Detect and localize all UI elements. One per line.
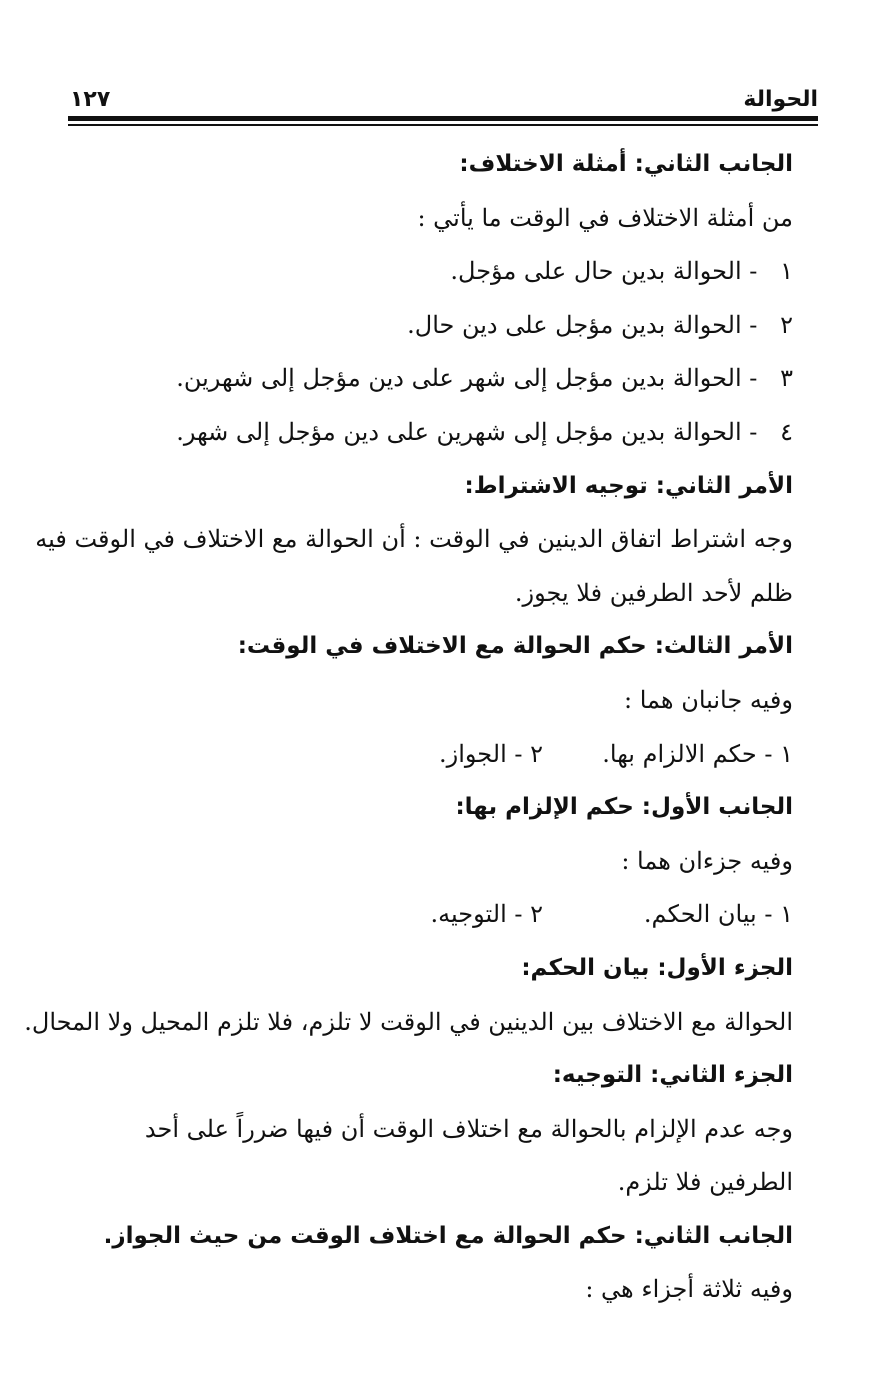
paragraph: الحوالة مع الاختلاف بين الدينين في الوقت لا تلزم، فلا تلزم المحيل ولا المحال. bbox=[24, 1007, 793, 1036]
paragraph: وفيه جزءان هما : bbox=[621, 846, 793, 875]
list-item bbox=[62, 352, 793, 406]
list-text: - الحوالة بدين مؤجل على دين حال. bbox=[407, 310, 758, 339]
page-number: ١٢٧ bbox=[70, 87, 111, 112]
paragraph: وفيه ثلاثة أجزاء هي : bbox=[585, 1275, 793, 1304]
list-number: ٣ bbox=[780, 364, 793, 393]
paragraph-line: وجه اشتراط اتفاق الدينين في الوقت : أن الحوالة مع الاختلاف في الوقت فيه bbox=[35, 525, 793, 554]
chapter-title: الحوالة bbox=[743, 87, 818, 112]
two-column-list bbox=[62, 888, 793, 942]
two-column-list bbox=[62, 728, 793, 782]
page-body bbox=[24, 138, 793, 1317]
list-item: ١ - بيان الحكم. bbox=[643, 900, 793, 929]
header-rule-thick bbox=[68, 116, 818, 121]
paragraph: وفيه جانبان هما : bbox=[624, 685, 793, 714]
list-number: ٢ bbox=[780, 310, 793, 339]
paragraph-line: ظلم لأحد الطرفين فلا يجوز. bbox=[514, 578, 793, 607]
list-number: ٤ bbox=[780, 417, 793, 446]
list-text: - الحوالة بدين حال على مؤجل. bbox=[450, 257, 758, 286]
list-text: - الحوالة بدين مؤجل إلى شهرين على دين مؤجل إلى شهر. bbox=[176, 417, 758, 446]
paragraph: من أمثلة الاختلاف في الوقت ما يأتي : bbox=[417, 203, 793, 232]
paragraph-line: وجه عدم الإلزام بالحوالة مع اختلاف الوقت أن فيها ضرراً على أحد bbox=[144, 1114, 793, 1143]
list-item bbox=[62, 245, 793, 299]
paragraph-line: الطرفين فلا تلزم. bbox=[617, 1168, 793, 1197]
section-heading: الأمر الثالث: حكم الحوالة مع الاختلاف في الوقت: bbox=[237, 633, 793, 660]
list-number: ١ bbox=[780, 257, 793, 286]
list-item bbox=[62, 406, 793, 460]
section-heading: الأمر الثاني: توجيه الاشتراط: bbox=[464, 472, 793, 499]
list-item: ٢ - التوجيه. bbox=[430, 900, 543, 929]
list-item: ١ - حكم الالزام بها. bbox=[602, 739, 793, 768]
list-text: - الحوالة بدين مؤجل إلى شهر على دين مؤجل إلى شهرين. bbox=[176, 364, 758, 393]
section-heading: الجانب الأول: حكم الإلزام بها: bbox=[455, 794, 793, 821]
section-heading: الجزء الثاني: التوجيه: bbox=[552, 1062, 793, 1089]
list-item bbox=[62, 299, 793, 353]
list-item: ٢ - الجواز. bbox=[438, 739, 543, 768]
section-heading: الجانب الثاني: حكم الحوالة مع اختلاف الوقت من حيث الجواز. bbox=[103, 1222, 793, 1249]
running-header bbox=[70, 78, 818, 112]
section-heading: الجانب الثاني: أمثلة الاختلاف: bbox=[459, 151, 793, 177]
header-rule-thin bbox=[68, 124, 818, 126]
section-heading: الجزء الأول: بيان الحكم: bbox=[521, 954, 793, 981]
